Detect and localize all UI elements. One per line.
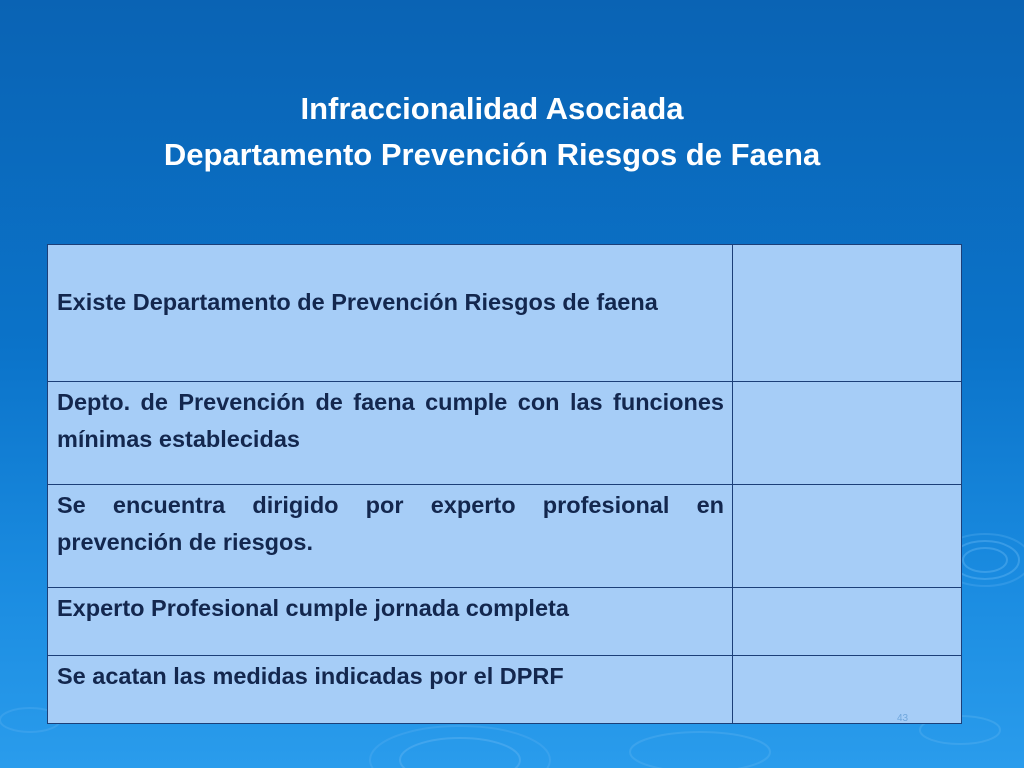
table-row xyxy=(48,485,962,588)
table-row xyxy=(48,588,962,656)
row-label-cell xyxy=(48,382,733,485)
row-label: Experto Profesional cumple jornada completa xyxy=(57,595,569,621)
row-label: Existe Departamento de Prevención Riesgos de faena xyxy=(57,289,658,315)
row-value-cell xyxy=(733,588,962,656)
row-value xyxy=(733,656,961,722)
row-value xyxy=(733,245,961,284)
compliance-table xyxy=(47,244,962,724)
row-value-cell xyxy=(733,656,962,724)
row-value xyxy=(733,382,961,384)
page-number: 43 xyxy=(897,713,909,724)
table-row xyxy=(48,382,962,485)
slide-title xyxy=(0,86,984,178)
table-row xyxy=(48,245,962,382)
row-value-cell xyxy=(733,485,962,588)
row-value xyxy=(733,588,961,654)
row-label-cell xyxy=(48,588,733,656)
row-value-cell xyxy=(733,382,962,485)
row-label: Se acatan las medidas indicadas por el DPRF xyxy=(57,663,564,689)
table-row xyxy=(48,656,962,724)
row-value-cell xyxy=(733,245,962,382)
row-label: Depto. de Prevención de faena cumple con las funciones mínimas establecidas xyxy=(57,389,724,452)
row-value xyxy=(733,485,961,487)
row-label-cell xyxy=(48,485,733,588)
row-label: Se encuentra dirigido por experto profesional en prevención de riesgos. xyxy=(57,492,724,555)
row-label-cell xyxy=(48,245,733,382)
title-line-2: Departamento Prevención Riesgos de Faena xyxy=(163,137,821,172)
row-label-cell xyxy=(48,656,733,724)
title-line-1: Infraccionalidad Asociada xyxy=(300,91,684,126)
